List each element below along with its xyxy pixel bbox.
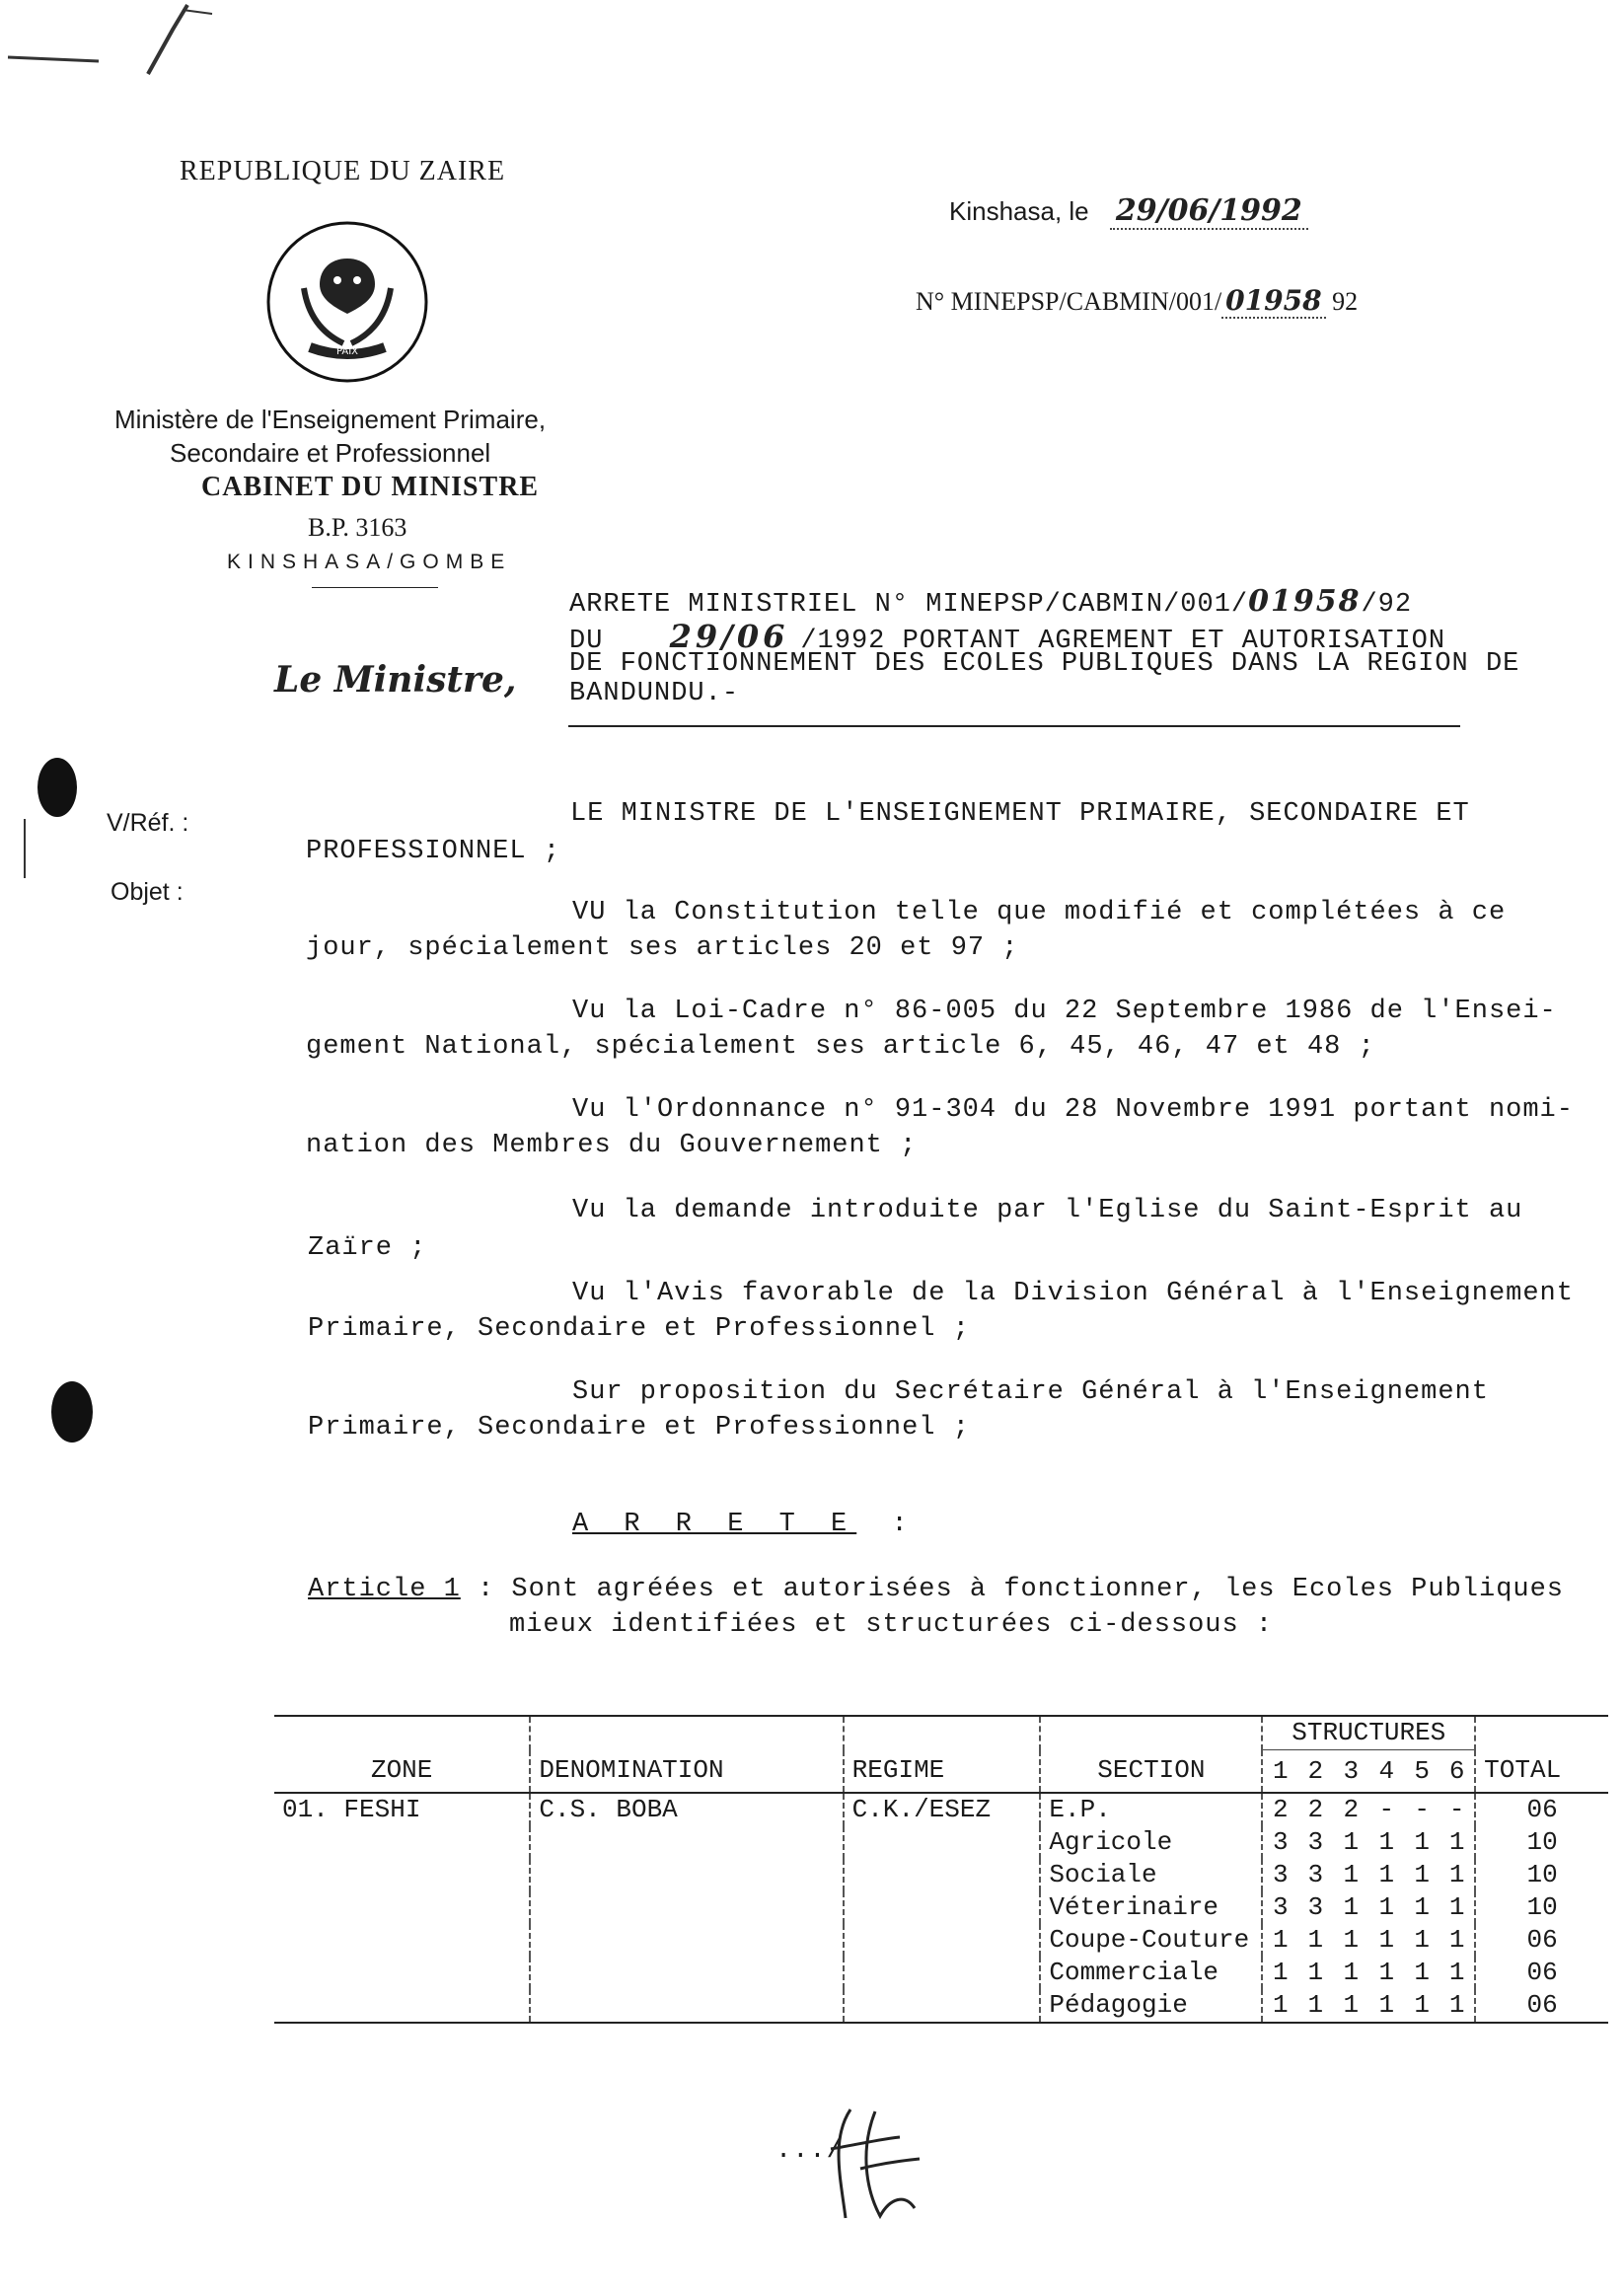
cell-total: 10 <box>1475 1891 1608 1924</box>
table-row <box>274 1859 1608 1891</box>
header-denomination-top <box>530 1716 843 1750</box>
table-row <box>274 1793 1608 1826</box>
cell-section: Agricole <box>1040 1826 1262 1859</box>
cell-regime <box>844 1859 1041 1891</box>
arrete-heading-rule <box>568 725 1460 727</box>
cell-year-6: 1 <box>1448 1925 1465 1955</box>
cell-denomination <box>530 1891 843 1924</box>
cell-regime <box>844 1826 1041 1859</box>
ministry-line2: Secondaire et Professionnel <box>170 438 491 468</box>
cell-zone <box>274 1924 530 1957</box>
cell-section: Coupe-Couture <box>1040 1924 1262 1957</box>
coat-of-arms-seal <box>264 219 430 385</box>
header-year-5: 5 <box>1404 1750 1439 1794</box>
cell-year-3: 1 <box>1343 1958 1360 1987</box>
cell-regime <box>844 1989 1041 2023</box>
cell-section: Pédagogie <box>1040 1989 1262 2023</box>
cell-section: Commerciale <box>1040 1957 1262 1989</box>
cell-total: 06 <box>1475 1924 1608 1957</box>
cell-denomination: C.S. BOBA <box>530 1793 843 1826</box>
citation-ordonnance-line1: Vu l'Ordonnance n° 91-304 du 28 Novembre 1991 portant nomi- <box>572 1095 1574 1125</box>
ministry-line1: Ministère de l'Enseignement Primaire, <box>114 405 547 434</box>
cell-section: Véterinaire <box>1040 1891 1262 1924</box>
table-header-row <box>274 1716 1608 1750</box>
cell-year-4: 1 <box>1378 1827 1395 1857</box>
po-box: B.P. 3163 <box>308 513 407 542</box>
cell-year-2: 1 <box>1307 1925 1324 1955</box>
table-row <box>274 1957 1608 1989</box>
header-year-2: 2 <box>1297 1750 1333 1794</box>
cell-regime <box>844 1924 1041 1957</box>
preamble-line1: LE MINISTRE DE L'ENSEIGNEMENT PRIMAIRE, SECONDAIRE ET <box>570 799 1470 829</box>
citation-constitution-line1: VU la Constitution telle que modifié et complétées à ce <box>572 898 1507 927</box>
cell-year-6: 1 <box>1448 1860 1465 1889</box>
arrete-heading-year: /92 <box>1361 590 1413 620</box>
preamble-line2: PROFESSIONNEL ; <box>306 837 561 866</box>
header-section: SECTION <box>1040 1750 1262 1794</box>
table-header-row <box>274 1750 1608 1794</box>
table-row <box>274 1924 1608 1957</box>
citation-proposition-line2: Primaire, Secondaire et Professionnel ; <box>308 1413 970 1443</box>
article-1-line1 <box>308 1575 1564 1604</box>
cell-zone <box>274 1891 530 1924</box>
cell-year-2: 3 <box>1307 1892 1324 1922</box>
cell-year-1: 3 <box>1262 1891 1297 1924</box>
citation-avis-line2: Primaire, Secondaire et Professionnel ; <box>308 1314 970 1344</box>
object-label: Objet : <box>111 878 184 906</box>
header-year-1: 1 <box>1262 1750 1297 1794</box>
cell-zone <box>274 1957 530 1989</box>
hole-punch-mark <box>37 758 77 817</box>
cell-year-5: 1 <box>1414 1892 1431 1922</box>
citation-loi-cadre-line2: gement National, spécialement ses article 6, 45, 46, 47 et 48 ; <box>306 1032 1375 1062</box>
cell-section: Sociale <box>1040 1859 1262 1891</box>
cell-denomination <box>530 1859 843 1891</box>
cell-year-2: 1 <box>1307 1958 1324 1987</box>
table-row <box>274 1826 1608 1859</box>
citation-demande-line2: Zaïre ; <box>308 1233 427 1263</box>
cell-year-6: 1 <box>1448 1958 1465 1987</box>
arrete-heading-handwritten-date: 29/06 <box>669 618 789 655</box>
cell-year-1: 1 <box>1262 1924 1297 1957</box>
header-structures: STRUCTURES <box>1262 1716 1475 1750</box>
hole-punch-mark <box>51 1381 93 1443</box>
scan-mark-top-left <box>0 0 257 79</box>
cell-year-5: 1 <box>1414 1860 1431 1889</box>
country-name: REPUBLIQUE DU ZAIRE <box>180 156 506 186</box>
arrete-heading-handwritten-number: 01958 <box>1248 584 1362 619</box>
citation-ordonnance-line2: nation des Membres du Gouvernement ; <box>306 1131 918 1160</box>
header-regime: REGIME <box>844 1750 1041 1794</box>
article-1-label: Article 1 <box>308 1575 461 1604</box>
arrete-heading-text: ARRETE MINISTRIEL N° MINEPSP/CABMIN/001/ <box>569 590 1249 620</box>
arrete-heading-line1 <box>569 584 1412 620</box>
cell-year-3: 2 <box>1343 1795 1360 1824</box>
cell-total: 06 <box>1475 1793 1608 1826</box>
table-body <box>274 1793 1608 2023</box>
cell-section: E.P. <box>1040 1793 1262 1826</box>
cell-year-6: - <box>1448 1795 1465 1824</box>
reference-handwritten: 01958 <box>1221 284 1325 319</box>
header-zone: ZONE <box>274 1750 530 1794</box>
arrete-heading-line4: BANDUNDU.- <box>569 679 740 708</box>
citation-constitution-line2: jour, spécialement ses articles 20 et 97 ; <box>306 933 1019 963</box>
cell-year-4: 1 <box>1378 1925 1395 1955</box>
letterhead-rule <box>312 587 438 588</box>
cell-denomination <box>530 1989 843 2023</box>
handwritten-date: 29/06/1992 <box>1110 193 1308 230</box>
cell-year-6: 1 <box>1448 1827 1465 1857</box>
cell-year-5: - <box>1414 1795 1431 1824</box>
header-total-top <box>1475 1716 1608 1750</box>
cell-year-5: 1 <box>1404 1989 1439 2023</box>
cell-total: 06 <box>1475 1989 1608 2023</box>
ref-label: V/Réf. : <box>107 809 189 837</box>
header-year-6: 6 <box>1439 1750 1475 1794</box>
arrete-decree-title <box>572 1510 909 1539</box>
cell-zone: 01. FESHI <box>282 1795 421 1824</box>
header-denomination: DENOMINATION <box>530 1750 843 1794</box>
cell-regime <box>844 1957 1041 1989</box>
margin-line <box>24 819 26 878</box>
citation-avis-line1: Vu l'Avis favorable de la Division Général à l'Enseignement <box>572 1279 1574 1308</box>
cell-year-1: 1 <box>1262 1989 1297 2023</box>
article-1-text: : Sont agréées et autorisées à fonctionner, les Ecoles Publiques <box>478 1575 1564 1604</box>
cell-year-1: 1 <box>1262 1957 1297 1989</box>
seal-motto: PAIX <box>335 346 359 357</box>
header-zone-top <box>274 1716 530 1750</box>
citation-proposition-line1: Sur proposition du Secrétaire Général à l'Enseignement <box>572 1377 1489 1407</box>
signatory-heading: Le Ministre, <box>274 659 517 701</box>
cell-denomination <box>530 1826 843 1859</box>
cell-year-4: 1 <box>1378 1860 1395 1889</box>
cell-year-2: 1 <box>1297 1989 1333 2023</box>
reference-number <box>916 284 1358 317</box>
cell-year-2: 2 <box>1307 1795 1324 1824</box>
cell-year-2: 3 <box>1307 1827 1324 1857</box>
cell-year-4: 1 <box>1378 1958 1395 1987</box>
page-continuation: .../ <box>775 2136 844 2166</box>
cell-zone <box>274 1826 530 1859</box>
cell-denomination <box>530 1957 843 1989</box>
cell-year-1: 3 <box>1262 1826 1297 1859</box>
cell-total: 10 <box>1475 1826 1608 1859</box>
citation-loi-cadre-line1: Vu la Loi-Cadre n° 86-005 du 22 Septembre 1986 de l'Ensei- <box>572 997 1557 1026</box>
cell-regime: C.K./ESEZ <box>844 1793 1041 1826</box>
cell-total: 06 <box>1475 1957 1608 1989</box>
arrete-heading-du: DU <box>569 627 604 656</box>
header-year-4: 4 <box>1368 1750 1404 1794</box>
header-total: TOTAL <box>1475 1750 1608 1794</box>
reference-prefix: N° MINEPSP/CABMIN/001/ <box>916 287 1222 316</box>
cell-year-3: 1 <box>1343 1892 1360 1922</box>
cell-zone <box>274 1859 530 1891</box>
cell-year-5: 1 <box>1414 1958 1431 1987</box>
header-regime-top <box>844 1716 1041 1750</box>
table-row <box>274 1891 1608 1924</box>
cabinet-title: CABINET DU MINISTRE <box>201 472 540 502</box>
cell-regime <box>844 1891 1041 1924</box>
cell-year-3: 1 <box>1343 1860 1360 1889</box>
date-line <box>949 193 1308 228</box>
citation-demande-line1: Vu la demande introduite par l'Eglise du Saint-Esprit au <box>572 1196 1523 1225</box>
arrete-decree-word: A R R E T E <box>572 1510 857 1539</box>
arrete-decree-colon: : <box>891 1510 909 1539</box>
arrete-heading-line3: DE FONCTIONNEMENT DES ECOLES PUBLIQUES DANS LA REGION DE <box>569 649 1520 679</box>
cell-year-3: 1 <box>1343 1925 1360 1955</box>
cell-year-4: 1 <box>1368 1989 1404 2023</box>
city: KINSHASA/GOMBE <box>227 551 512 573</box>
cell-zone <box>274 1989 530 2023</box>
cell-year-4: 1 <box>1378 1892 1395 1922</box>
arrete-heading-subject: /1992 PORTANT AGREMENT ET AUTORISATION <box>800 627 1446 656</box>
structures-table <box>274 1715 1608 2024</box>
handwritten-initials <box>821 2100 929 2228</box>
cell-year-2: 3 <box>1307 1860 1324 1889</box>
header-year-3: 3 <box>1333 1750 1368 1794</box>
reference-suffix: 92 <box>1332 287 1359 316</box>
cell-denomination <box>530 1924 843 1957</box>
cell-year-1: 3 <box>1262 1859 1297 1891</box>
cell-year-6: 1 <box>1448 1892 1465 1922</box>
date-prefix: Kinshasa, le <box>949 196 1089 226</box>
cell-year-3: 1 <box>1333 1989 1368 2023</box>
cell-year-6: 1 <box>1439 1989 1475 2023</box>
cell-year-5: 1 <box>1414 1925 1431 1955</box>
table-row <box>274 1989 1608 2023</box>
article-1-line2: mieux identifiées et structurées ci-dessous : <box>509 1610 1274 1640</box>
cell-year-5: 1 <box>1414 1827 1431 1857</box>
cell-year-3: 1 <box>1343 1827 1360 1857</box>
cell-year-1: 2 <box>1262 1793 1297 1826</box>
cell-total: 10 <box>1475 1859 1608 1891</box>
cell-year-4: - <box>1378 1795 1395 1824</box>
header-section-top <box>1040 1716 1262 1750</box>
